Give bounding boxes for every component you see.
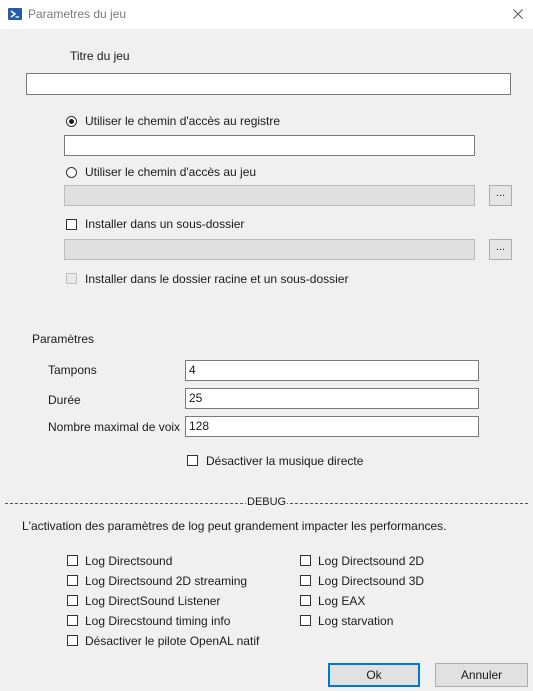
disable-openal-label: Désactiver le pilote OpenAL natif <box>85 634 260 648</box>
subfolder-checkbox[interactable] <box>66 219 77 230</box>
game-title-label: Titre du jeu <box>70 49 130 63</box>
subfolder-label: Installer dans un sous-dossier <box>85 217 245 231</box>
root-subfolder-label: Installer dans le dossier racine et un sous-dossier <box>85 272 349 286</box>
log-directsound-3d-label: Log Directsound 3D <box>318 574 425 588</box>
log-directsound-listener-label: Log DirectSound Listener <box>85 594 221 608</box>
duration-input[interactable]: 25 <box>185 388 479 409</box>
ok-button[interactable]: Ok <box>328 663 420 687</box>
disable-direct-music-checkbox[interactable] <box>187 455 198 466</box>
disable-openal-checkbox[interactable] <box>67 635 78 646</box>
parameters-heading: Paramètres <box>32 332 95 346</box>
buffers-input[interactable]: 4 <box>185 360 479 381</box>
game-path-radio[interactable] <box>66 167 77 178</box>
game-path-input <box>64 185 475 206</box>
log-eax-label: Log EAX <box>318 594 366 608</box>
registry-path-label: Utiliser le chemin d'accès au registre <box>85 114 281 128</box>
max-voices-label: Nombre maximal de voix <box>48 420 181 434</box>
log-starvation-label: Log starvation <box>318 614 394 628</box>
close-icon <box>513 9 523 19</box>
buffers-label: Tampons <box>48 363 97 377</box>
powershell-icon <box>8 7 22 21</box>
log-timing-info-label: Log Direcstound timing info <box>85 614 231 628</box>
log-directsound-3d-checkbox[interactable] <box>300 575 311 586</box>
cancel-button[interactable]: Annuler <box>435 663 528 687</box>
game-title-input[interactable] <box>26 73 511 95</box>
log-directsound-label: Log Directsound <box>85 554 173 568</box>
log-directsound-listener-checkbox[interactable] <box>67 595 78 606</box>
radio-selected-dot <box>69 119 74 124</box>
log-directsound-checkbox[interactable] <box>67 555 78 566</box>
log-directsound-2d-streaming-checkbox[interactable] <box>67 575 78 586</box>
disable-direct-music-label: Désactiver la musique directe <box>206 454 364 468</box>
debug-heading: DEBUG <box>247 496 287 508</box>
log-directsound-2d-label: Log Directsound 2D <box>318 554 425 568</box>
log-timing-info-checkbox[interactable] <box>67 615 78 626</box>
game-path-browse-button[interactable]: ... <box>489 185 512 206</box>
subfolder-browse-button[interactable]: ... <box>489 239 512 260</box>
close-button[interactable] <box>505 3 531 25</box>
log-eax-checkbox[interactable] <box>300 595 311 606</box>
log-starvation-checkbox[interactable] <box>300 615 311 626</box>
registry-path-radio[interactable] <box>66 116 77 127</box>
max-voices-input[interactable]: 128 <box>185 416 479 437</box>
window-title: Parametres du jeu <box>28 7 127 21</box>
log-directsound-2d-checkbox[interactable] <box>300 555 311 566</box>
game-path-label: Utiliser le chemin d'accès au jeu <box>85 165 257 179</box>
root-subfolder-checkbox <box>66 273 77 284</box>
log-directsound-2d-streaming-label: Log Directsound 2D streaming <box>85 574 248 588</box>
duration-label: Durée <box>48 393 81 407</box>
subfolder-input <box>64 239 475 260</box>
registry-path-input[interactable] <box>64 135 475 156</box>
debug-warning: L'activation des paramètres de log peut grandement impacter les performances. <box>22 519 447 533</box>
